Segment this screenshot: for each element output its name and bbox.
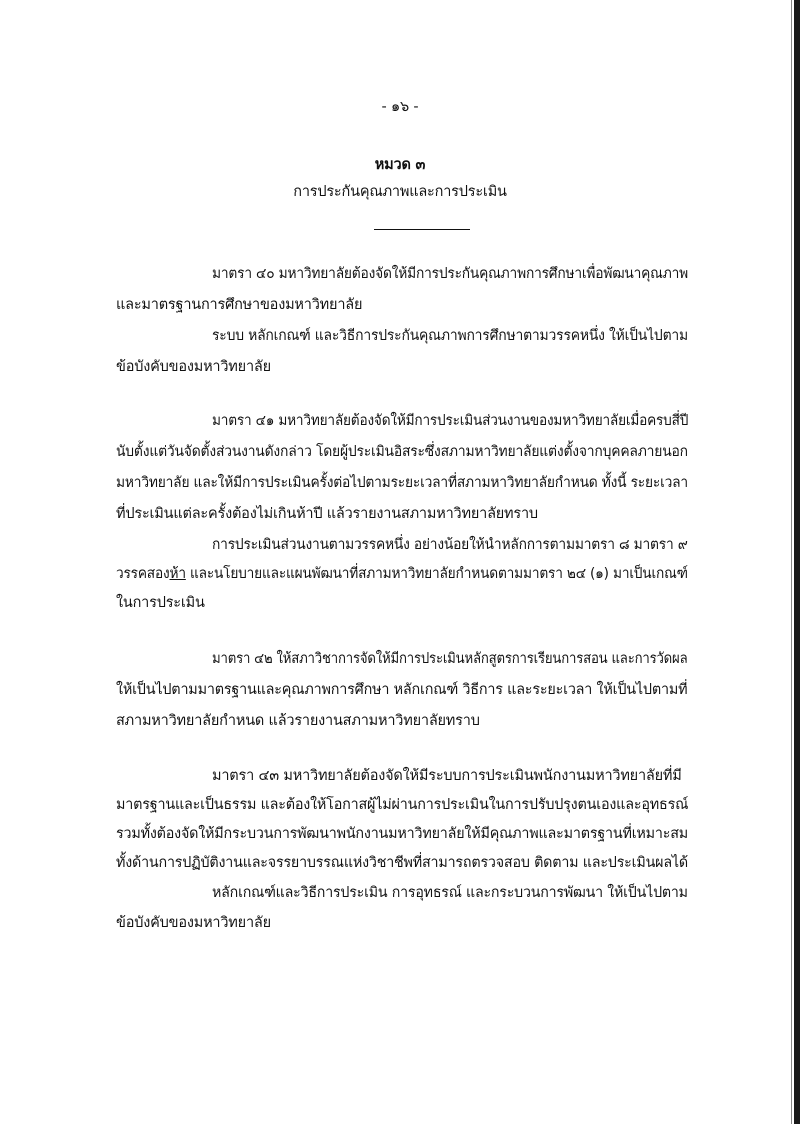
section-40-line-4: ข้อบังคับของมหาวิทยาลัย	[116, 359, 271, 375]
section-43-line-6: ข้อบังคับของมหาวิทยาลัย	[116, 915, 271, 931]
handwritten-correction: ห้า	[169, 566, 186, 582]
section-41-line-6-rest: และนโยบายและแผนพัฒนาที่สภามหาวิทยาลัยกำหนดตามมาตรา ๒๔ (๑) มาเป็นเกณฑ์	[185, 566, 688, 582]
section-41-line-2: นับตั้งแต่วันจัดตั้งส่วนงานดังกล่าว โดยผู้ประเมินอิสระซึ่งสภามหาวิทยาลัยแต่งตั้งจากบุคคลภายนอก	[116, 444, 688, 460]
section-41-line-4: ที่ประเมินแต่ละครั้งต้องไม่เกินห้าปี แล้วรายงานสภามหาวิทยาลัยทราบ	[116, 506, 538, 522]
section-43-line-1: มาตรา ๔๓ มหาวิทยาลัยต้องจัดให้มีระบบการประเมินพนักงานมหาวิทยาลัยที่มี	[212, 768, 682, 784]
section-43-line-4: ทั้งด้านการปฏิบัติงานและจรรยาบรรณแห่งวิชาชีพที่สามารถตรวจสอบ ติดตาม และประเมินผลได้	[116, 855, 688, 871]
chapter-title: หมวด ๓	[374, 157, 426, 173]
page-number: - ๑๖ -	[381, 99, 419, 115]
section-40-line-3: ระบบ หลักเกณฑ์ และวิธีการประกันคุณภาพการศึกษาตามวรรคหนึ่ง ให้เป็นไปตาม	[212, 328, 689, 344]
struck-text: วรรคสอง	[116, 566, 170, 582]
section-41-line-3: มหาวิทยาลัย และให้มีการประเมินครั้งต่อไปตามระยะเวลาที่สภามหาวิทยาลัยกำหนด ทั้งนี้ ระยะเวลา	[116, 475, 688, 491]
section-40-line-2: และมาตรฐานการศึกษาของมหาวิทยาลัย	[116, 297, 363, 313]
section-43-line-5: หลักเกณฑ์และวิธีการประเมิน การอุทธรณ์ และกระบวนการพัฒนา ให้เป็นไปตาม	[212, 885, 688, 901]
section-40-line-1: มาตรา ๔๐ มหาวิทยาลัยต้องจัดให้มีการประกันคุณภาพการศึกษาเพื่อพัฒนาคุณภาพ	[212, 266, 688, 282]
chapter-subtitle: การประกันคุณภาพและการประเมิน	[293, 184, 507, 200]
section-41-line-7: ในการประเมิน	[116, 595, 205, 611]
section-41-line-1: มาตรา ๔๑ มหาวิทยาลัยต้องจัดให้มีการประเมินส่วนงานของมหาวิทยาลัยเมื่อครบสี่ปี	[212, 413, 689, 429]
title-divider	[374, 229, 470, 230]
section-41-line-5: การประเมินส่วนงานตามวรรคหนึ่ง อย่างน้อยให้นำหลักการตามมาตรา ๘ มาตรา ๙	[212, 537, 688, 553]
section-42-line-2: ให้เป็นไปตามมาตรฐานและคุณภาพการศึกษา หลักเกณฑ์ วิธีการ และระยะเวลา ให้เป็นไปตามที่	[116, 682, 688, 698]
section-42-line-1: มาตรา ๔๒ ให้สภาวิชาการจัดให้มีการประเมินหลักสูตรการเรียนการสอน และการวัดผล	[212, 651, 688, 667]
section-42-line-3: สภามหาวิทยาลัยกำหนด แล้วรายงานสภามหาวิทยาลัยทราบ	[116, 713, 480, 729]
section-43-line-2: มาตรฐานและเป็นธรรม และต้องให้โอกาสผู้ไม่ผ่านการประเมินในการปรับปรุงตนเองและอุทธรณ์	[116, 797, 689, 813]
section-41-line-6	[116, 565, 688, 583]
section-43-line-3: รวมทั้งต้องจัดให้มีกระบวนการพัฒนาพนักงานมหาวิทยาลัยให้มีคุณภาพและมาตรฐานที่เหมาะสม	[116, 826, 689, 842]
